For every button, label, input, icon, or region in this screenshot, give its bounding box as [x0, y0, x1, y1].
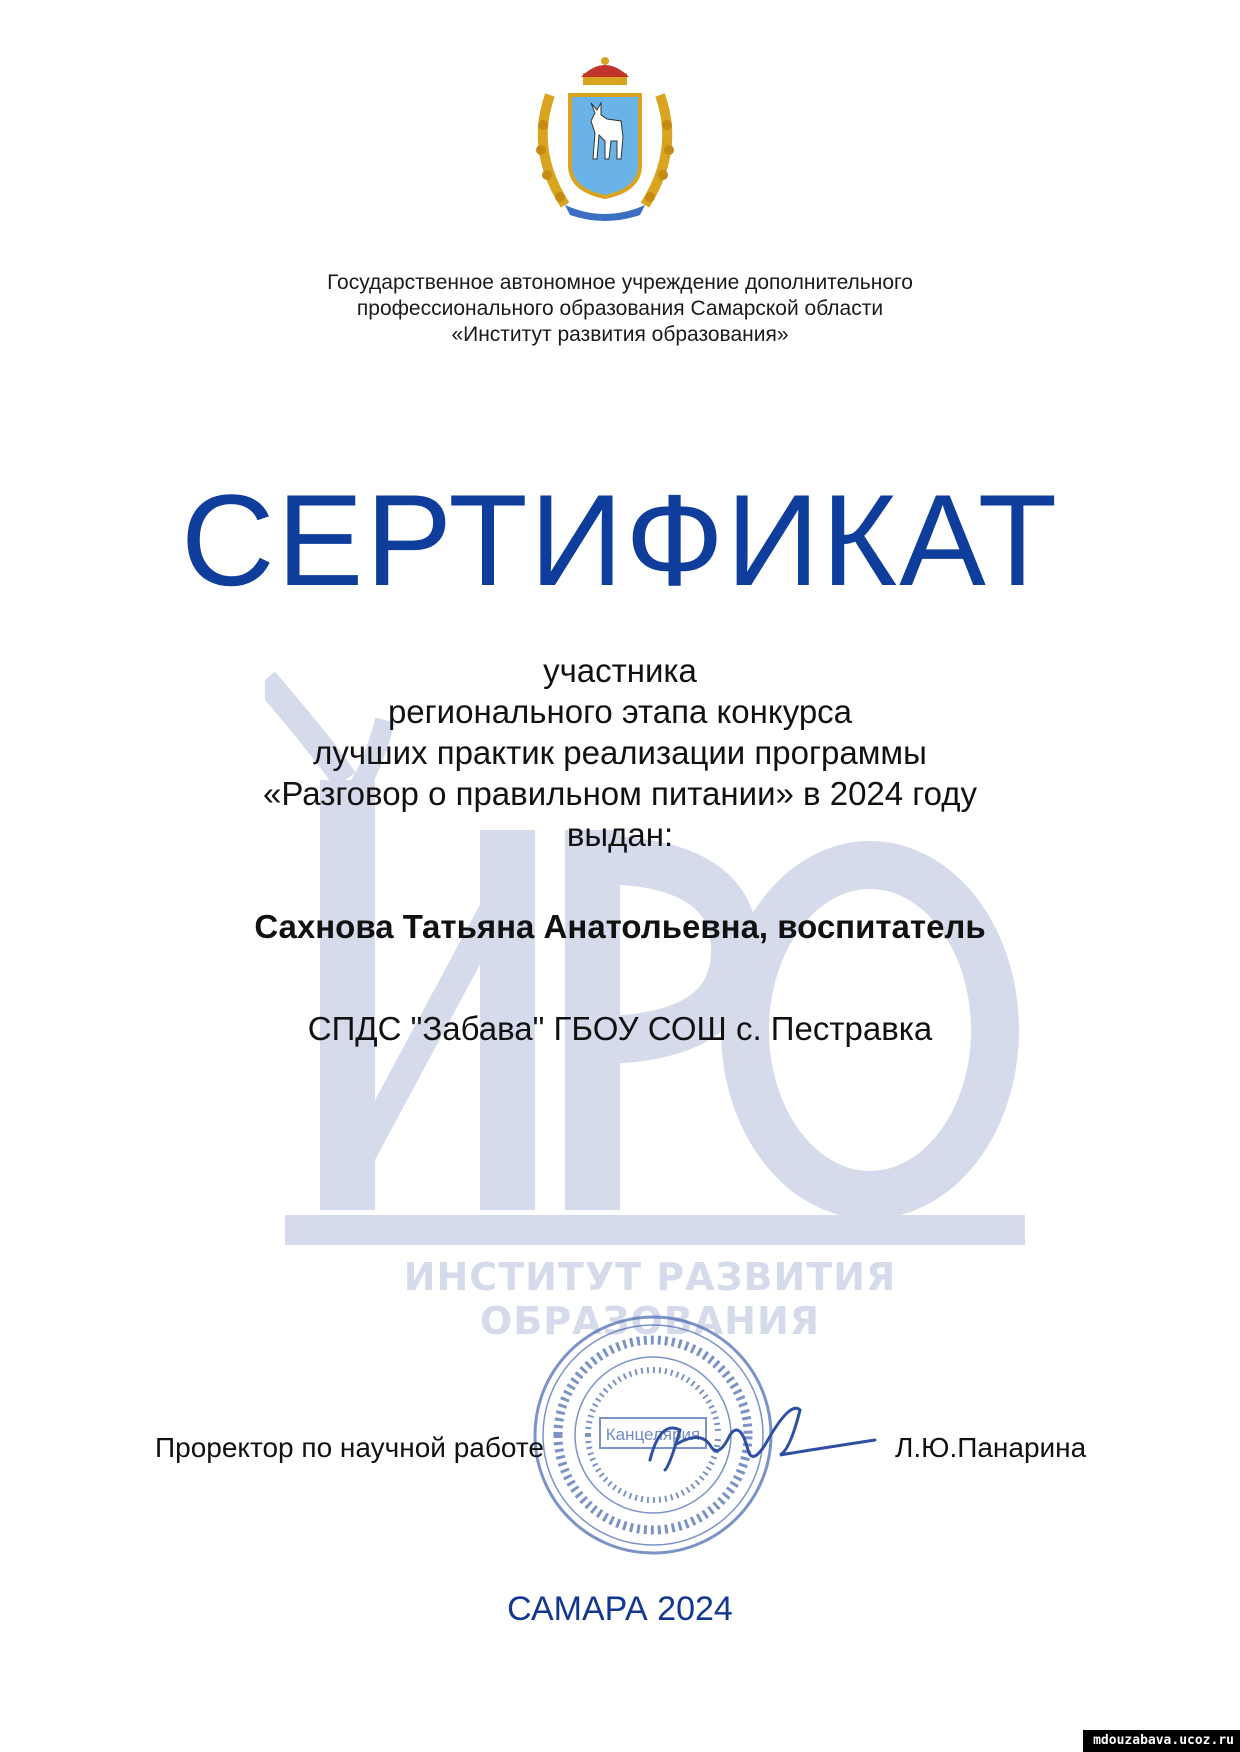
signer-name: Л.Ю.Панарина — [895, 1432, 1087, 1463]
issuer-line-1: Государственное автономное учреждение дополнительного — [327, 271, 913, 294]
purpose-line: участника — [543, 652, 697, 689]
purpose-line: «Разговор о правильном питании» в 2024 году — [262, 775, 977, 812]
purpose-line: лучших практик реализации программы — [313, 734, 927, 771]
recipient-name: Сахнова Татьяна Анатольевна, воспитатель — [254, 908, 986, 945]
issuer-organization — [0, 270, 1240, 348]
issuer-line-2: профессионального образования Самарской области — [356, 297, 884, 320]
samara-coat-of-arms-icon — [525, 55, 685, 225]
city-year: САМАРА 2024 — [507, 1590, 733, 1628]
stamp-center-label: Канцелярия — [605, 1425, 701, 1444]
certificate-title: СЕРТИФИКАТ — [180, 467, 1060, 613]
purpose-line: регионального этапа конкурса — [387, 693, 853, 730]
signer-role: Проректор по научной работе — [155, 1432, 544, 1463]
recipient-institution: СПДС "Забава" ГБОУ СОШ с. Пестравка — [307, 1010, 933, 1047]
watermark-caption: ИНСТИТУТ РАЗВИТИЯ ОБРАЗОВАНИЯ — [403, 1255, 897, 1343]
site-watermark-label: mdouzabava.ucoz.ru — [1083, 1730, 1240, 1752]
purpose-line: выдан: — [566, 816, 674, 853]
certificate-purpose — [0, 650, 1240, 855]
handwritten-signature — [640, 1390, 880, 1480]
issuer-line-3: «Институт развития образования» — [451, 323, 789, 346]
